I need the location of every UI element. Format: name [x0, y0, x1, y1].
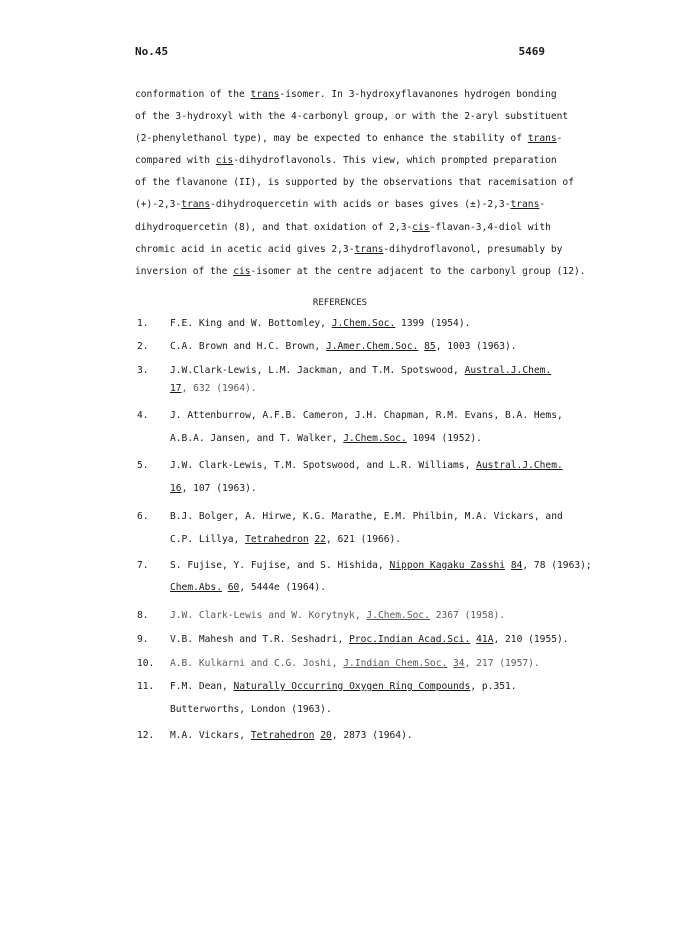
text-run: Butterworths, London (1963). — [170, 704, 332, 715]
text-run: -dihydroflavonol, presumably by — [383, 243, 563, 255]
paragraph-line — [135, 172, 574, 194]
underlined-text: 85 — [424, 341, 436, 352]
text-run: , 217 (1957). — [464, 658, 540, 669]
text-run: -flavan-3,4-diol with — [429, 221, 551, 233]
underlined-text: 34 — [453, 658, 465, 669]
reference-line — [170, 634, 569, 645]
text-run: -dihydroquercetin with acids or bases gives (±)-2,3- — [210, 199, 511, 211]
underlined-text: Tetrahedron — [245, 534, 309, 545]
reference-number: 12. — [137, 730, 155, 741]
reference-line — [170, 365, 551, 376]
text-run: compared with — [135, 155, 216, 167]
reference-number: 1. — [137, 318, 149, 329]
text-run: J.W. Clark-Lewis, T.M. Spotswood, and L.R. Williams, — [170, 460, 477, 471]
paragraph-line — [135, 150, 557, 172]
text-run: C.P. Lillya, — [170, 534, 246, 545]
text-run: 2367 (1958). — [429, 610, 506, 621]
underlined-text: trans — [510, 199, 540, 211]
reference-number: 5. — [137, 460, 149, 471]
text-run: , 621 (1966). — [325, 534, 402, 545]
text-run: B.J. Bolger, A. Hirwe, K.G. Marathe, E.M. Philbin, M.A. Vickars, and — [170, 511, 563, 522]
underlined-text: 41A — [476, 634, 494, 645]
underlined-text: J.Chem.Soc. — [331, 318, 396, 329]
underlined-text: cis — [412, 221, 430, 233]
text-run: conformation of the — [135, 89, 251, 100]
text-run: A.B. Kulkarni and C.G. Joshi, — [170, 658, 344, 669]
reference-line — [170, 582, 326, 593]
paragraph-line — [135, 261, 586, 283]
reference-number: 6. — [137, 511, 149, 522]
reference-number: 9. — [137, 634, 149, 645]
text-run: V.B. Mahesh and T.R. Seshadri, — [170, 634, 350, 645]
text-run: S. Fujise, Y. Fujise, and S. Hishida, — [170, 560, 390, 571]
reference-number: 7. — [137, 560, 149, 571]
underlined-text: Austral.J.Chem. — [476, 460, 563, 471]
underlined-text: cis — [233, 265, 251, 277]
text-run: , 107 (1963). — [181, 483, 257, 494]
text-run: -dihydroflavonols. This view, which prompted preparation — [233, 155, 557, 167]
text-run: -isomer. In 3-hydroxyflavanones hydrogen bonding — [279, 89, 557, 100]
underlined-text: 22 — [314, 534, 326, 545]
underlined-text: trans — [527, 133, 557, 145]
underlined-text: 20 — [320, 730, 332, 741]
text-run: J.W. Clark-Lewis and W. Korytnyk, — [170, 610, 367, 621]
underlined-text: trans — [250, 89, 280, 100]
underlined-text: Proc.Indian Acad.Sci. — [349, 634, 471, 645]
paragraph-line — [135, 194, 547, 216]
reference-number: 11. — [137, 681, 155, 692]
reference-line — [170, 460, 563, 471]
underlined-text: J.Indian Chem.Soc. — [343, 658, 448, 669]
underlined-text: J.Chem.Soc. — [366, 610, 430, 621]
reference-number: 10. — [137, 658, 155, 669]
text-run: (2-phenylethanol type), may be expected to enhance the stability of — [135, 133, 528, 145]
reference-line — [170, 410, 563, 421]
text-run: J. Attenburrow, A.F.B. Cameron, J.H. Chapman, R.M. Evans, B.A. Hems, — [170, 410, 563, 421]
underlined-text: Tetrahedron — [250, 730, 315, 741]
underlined-text: 17 — [170, 383, 182, 394]
paragraph-line — [135, 106, 569, 128]
text-run: , 210 (1955). — [493, 634, 569, 645]
text-run: , 1003 (1963). — [435, 341, 517, 352]
text-run: of the 3-hydroxyl with the 4-carbonyl group, or with the 2-aryl substituent — [135, 111, 569, 123]
reference-line — [170, 681, 517, 692]
text-run: - — [556, 133, 563, 145]
underlined-text: J.Chem.Soc. — [343, 433, 407, 444]
reference-line — [170, 511, 563, 522]
underlined-text: 60 — [227, 582, 240, 593]
text-run: , p.351. — [470, 681, 517, 692]
text-run: (+)-2,3- — [135, 199, 182, 211]
text-run: - — [539, 199, 546, 211]
reference-line — [170, 704, 332, 715]
reference-line — [170, 658, 540, 669]
paragraph-line — [135, 84, 557, 106]
references-heading: REFERENCES — [312, 298, 368, 308]
reference-number: 3. — [137, 365, 149, 376]
text-run: of the flavanone (II), is supported by the observations that racemisation of — [135, 177, 574, 189]
text-run: chromic acid in acetic acid gives 2,3- — [135, 243, 355, 255]
text-run: inversion of the — [135, 265, 234, 277]
paragraph-line — [135, 239, 563, 261]
reference-line — [170, 534, 401, 545]
text-run: 1399 (1954). — [395, 318, 471, 329]
reference-number: 8. — [137, 610, 149, 621]
underlined-text: 16 — [170, 483, 182, 494]
body-paragraph — [135, 84, 586, 283]
text-run: 1094 (1952). — [406, 433, 482, 444]
underlined-text: trans — [181, 199, 211, 211]
text-run: , 5444e (1964). — [239, 582, 326, 593]
underlined-text: Chem.Abs. — [170, 582, 222, 593]
text-run: -isomer at the centre adjacent to the carbonyl group (12). — [250, 265, 586, 277]
underlined-text: Naturally Occurring Oxygen Ring Compounds — [233, 681, 471, 692]
reference-line — [170, 730, 413, 741]
underlined-text: 84 — [510, 560, 523, 571]
underlined-text: trans — [354, 243, 384, 255]
text-run: , 632 (1964). — [181, 383, 257, 394]
text-run: C.A. Brown and H.C. Brown, — [170, 341, 326, 352]
reference-line — [170, 610, 505, 621]
text-run: dihydroquercetin (8), and that oxidation of 2,3- — [135, 221, 413, 233]
underlined-text: J.Amer.Chem.Soc. — [325, 341, 419, 352]
text-run: , 2873 (1964). — [331, 730, 413, 741]
text-run: J.W.Clark-Lewis, L.M. Jackman, and T.M. Spotswood, — [170, 365, 465, 376]
underlined-text: cis — [215, 155, 234, 167]
journal-issue-number: No.45 — [135, 45, 169, 58]
underlined-text: Nippon Kagaku Zasshi — [389, 560, 506, 571]
reference-line — [170, 341, 517, 352]
reference-number: 2. — [137, 341, 149, 352]
text-run: F.M. Dean, — [170, 681, 234, 692]
text-run: M.A. Vickars, — [170, 730, 251, 741]
reference-line — [170, 483, 257, 494]
text-run: A.B.A. Jansen, and T. Walker, — [170, 433, 344, 444]
page-number: 5469 — [518, 45, 545, 58]
paragraph-line — [135, 128, 563, 150]
underlined-text: Austral.J.Chem. — [464, 365, 552, 376]
reference-line — [170, 318, 470, 329]
reference-line — [170, 433, 482, 444]
paragraph-line — [135, 217, 551, 239]
text-run: , 78 (1963); — [522, 560, 592, 571]
text-run: F.E. King and W. Bottomley, — [170, 318, 332, 329]
reference-line — [170, 383, 257, 394]
reference-line — [170, 560, 592, 571]
reference-number: 4. — [137, 410, 149, 421]
